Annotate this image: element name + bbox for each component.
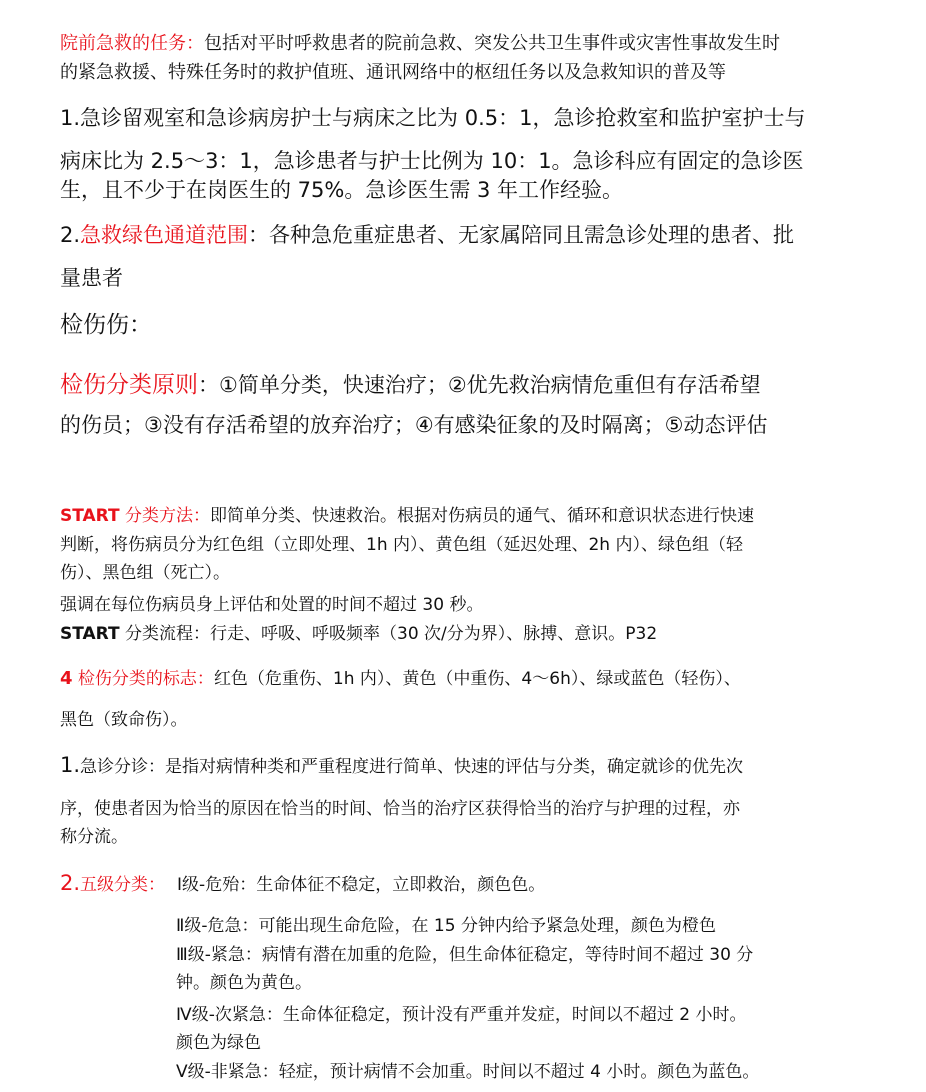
prehospital-task-line-2: 的紧急救援、特殊任务时的救护值班、通讯网络中的枢纽任务以及急救知识的普及等 bbox=[60, 62, 726, 83]
five-level-number: 2. bbox=[60, 871, 81, 895]
start-flow-line bbox=[60, 619, 657, 644]
prehospital-task-line-1 bbox=[60, 29, 780, 55]
start-flow-text: 分类流程：行走、呼吸、呼吸频率（30 次/分为界）、脉搏、意识。P32 bbox=[119, 624, 658, 644]
level-1-text: Ⅰ级-危殆：生命体征不稳定，立即救治，颜色色。 bbox=[177, 875, 546, 895]
green-channel-text: ：各种急危重症患者、无家属陪同且需急诊处理的患者、批 bbox=[248, 223, 795, 247]
green-channel-number: 2. bbox=[60, 223, 81, 247]
level-3-text-1: Ⅲ级-紧急：病情有潜在加重的危险，但生命体征稳定，等待时间不超过 30 分 bbox=[176, 945, 754, 965]
triage-principle-text: ：①简单分类，快速治疗；②优先救治病情危重但有存活希望 bbox=[198, 373, 761, 397]
triage-tag-line-2: 黑色（致命伤）。 bbox=[60, 710, 188, 730]
prehospital-task-label: 院前急救的任务： bbox=[60, 33, 204, 54]
er-triage-line-3: 称分流。 bbox=[60, 827, 128, 847]
start-method-label-cn: 分类方法： bbox=[119, 506, 211, 526]
start-flow-label-en: START bbox=[60, 624, 120, 644]
level-2-text: Ⅱ级-危急：可能出现生命危险，在 15 分钟内给予紧急处理，颜色为橙色 bbox=[176, 916, 716, 936]
start-method-line-2: 判断，将伤病员分为红色组（立即处理、1h 内）、黄色组（延迟处理、2h 内）、绿色组（轻 bbox=[60, 535, 743, 555]
triage-tag-label: 检伤分类的标志： bbox=[72, 669, 214, 689]
er-triage-line-2: 序，使患者因为恰当的原因在恰当的时间、恰当的治疗区获得恰当的治疗与护理的过程，亦 bbox=[60, 799, 740, 819]
triage-tag-text: 红色（危重伤、1h 内）、黄色（中重伤、4～6h）、绿或蓝色（轻伤）、 bbox=[213, 669, 741, 689]
start-method-line-3: 伤）、黑色组（死亡）。 bbox=[60, 563, 230, 583]
start-method-line-4: 强调在每位伤病员身上评估和处置的时间不超过 30 秒。 bbox=[60, 595, 484, 615]
level-4-text-1: Ⅳ级-次紧急：生命体征稳定，预计没有严重并发症，时间以不超过 2 小时。 bbox=[176, 1005, 747, 1025]
level-4-text-2: 颜色为绿色 bbox=[176, 1033, 261, 1053]
five-level-label: 五级分类： bbox=[80, 875, 166, 895]
triage-principle-line-2: 的伤员；③没有存活希望的放弃治疗；④有感染征象的及时隔离；⑤动态评估 bbox=[60, 413, 768, 437]
er-triage-line-1 bbox=[60, 752, 743, 777]
triage-tag-number: 4 bbox=[60, 668, 73, 689]
level-5-text: Ⅴ级-非紧急：轻症，预计病情不会加重。时间以不超过 4 小时。颜色为蓝色。 bbox=[176, 1062, 760, 1082]
er-triage-text-1: 急诊分诊：是指对病情种类和严重程度进行简单、快速的评估与分类，确定就诊的优先次 bbox=[80, 757, 744, 777]
start-method-label-en: START bbox=[60, 506, 120, 526]
triage-tag-line-1 bbox=[60, 664, 741, 689]
green-channel-line-2: 量患者 bbox=[60, 266, 123, 290]
prehospital-task-text-1: 包括对平时呼救患者的院前急救、突发公共卫生事件或灾害性事故发生时 bbox=[204, 33, 780, 54]
triage-title: 检伤伤： bbox=[60, 312, 152, 338]
staffing-ratio-line-2: 病床比为 2.5～3：1，急诊患者与护士比例为 10：1。急诊科应有固定的急诊医 bbox=[60, 149, 804, 173]
green-channel-line-1 bbox=[60, 219, 794, 249]
start-method-line-1 bbox=[60, 501, 754, 526]
green-channel-label: 急救绿色通道范围 bbox=[80, 223, 249, 247]
staffing-ratio-line-1: 1.急诊留观室和急诊病房护士与病床之比为 0.5：1，急诊抢救室和监护室护士与 bbox=[60, 106, 806, 130]
five-level-line-1 bbox=[60, 870, 545, 895]
triage-principle-line-1 bbox=[60, 366, 761, 399]
level-3-text-2: 钟。颜色为黄色。 bbox=[176, 973, 312, 993]
start-method-text-1: 即简单分类、快速救治。根据对伤病员的通气、循环和意识状态进行快速 bbox=[210, 506, 755, 526]
triage-principle-label: 检伤分类原则 bbox=[60, 372, 198, 398]
er-triage-number: 1. bbox=[60, 753, 81, 777]
staffing-ratio-line-3: 生，且不少于在岗医生的 75%。急诊医生需 3 年工作经验。 bbox=[60, 178, 624, 202]
